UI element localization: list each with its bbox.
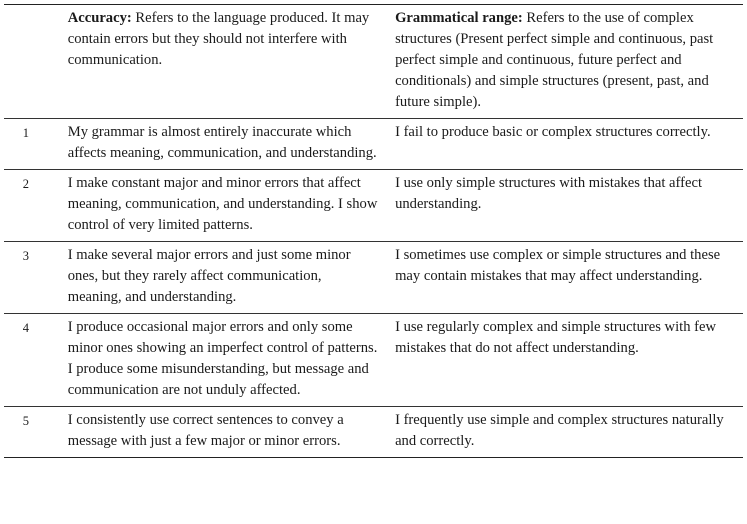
- grammatical-range-descriptor: I fail to produce basic or complex structures correctly.: [387, 119, 743, 170]
- accuracy-descriptor: My grammar is almost entirely inaccurate which affects meaning, communication, and understanding.: [48, 119, 387, 170]
- level-cell: [4, 170, 48, 242]
- header-accuracy-cell: [48, 5, 387, 119]
- accuracy-descriptor: I consistently use correct sentences to convey a message with just a few major or minor errors.: [48, 407, 387, 458]
- header-row: [4, 5, 743, 119]
- level-cell: [4, 407, 48, 458]
- grammatical-range-descriptor: I frequently use simple and complex structures naturally and correctly.: [387, 407, 743, 458]
- accuracy-descriptor: I make several major errors and just some minor ones, but they rarely affect communication, meaning, and understanding.: [48, 242, 387, 314]
- grammatical-range-descriptor: I use only simple structures with mistakes that affect understanding.: [387, 170, 743, 242]
- level-number: 4: [22, 321, 29, 335]
- grammatical-range-heading: Grammatical range:: [395, 10, 523, 26]
- level-number: 2: [22, 177, 29, 191]
- accuracy-definition: Refers to the language produced. It may contain errors but they should not interfere with communication.: [67, 10, 370, 68]
- level-cell: [4, 242, 48, 314]
- table-row: [4, 170, 743, 242]
- level-cell: [4, 119, 48, 170]
- table-row: [4, 242, 743, 314]
- level-cell: [4, 314, 48, 407]
- grammatical-range-descriptor: I use regularly complex and simple structures with few mistakes that do not affect understanding.: [387, 314, 743, 407]
- grammatical-range-definition: Refers to the use of complex structures (Present perfect simple and continuous, past perfect simple and continuous, future perfect and conditionals) and simple structures (present, past, and future simple).: [395, 10, 714, 110]
- table-row: [4, 407, 743, 458]
- table-row: [4, 119, 743, 170]
- table-row: [4, 314, 743, 407]
- level-number: 1: [22, 126, 29, 140]
- header-level-cell: [4, 5, 48, 119]
- accuracy-descriptor: I produce occasional major errors and only some minor ones showing an imperfect control of patterns. I produce some misunderstanding, but message and communication are not unduly affected.: [48, 314, 387, 407]
- level-number: 5: [22, 414, 29, 428]
- header-grammatical-range-cell: [387, 5, 743, 119]
- grammatical-range-descriptor: I sometimes use complex or simple structures and these may contain mistakes that may affect understanding.: [387, 242, 743, 314]
- accuracy-heading: Accuracy:: [67, 10, 132, 26]
- accuracy-descriptor: I make constant major and minor errors that affect meaning, communication, and understanding. I show control of very limited patterns.: [48, 170, 387, 242]
- rubric-table: [4, 4, 743, 458]
- level-number: 3: [22, 249, 29, 263]
